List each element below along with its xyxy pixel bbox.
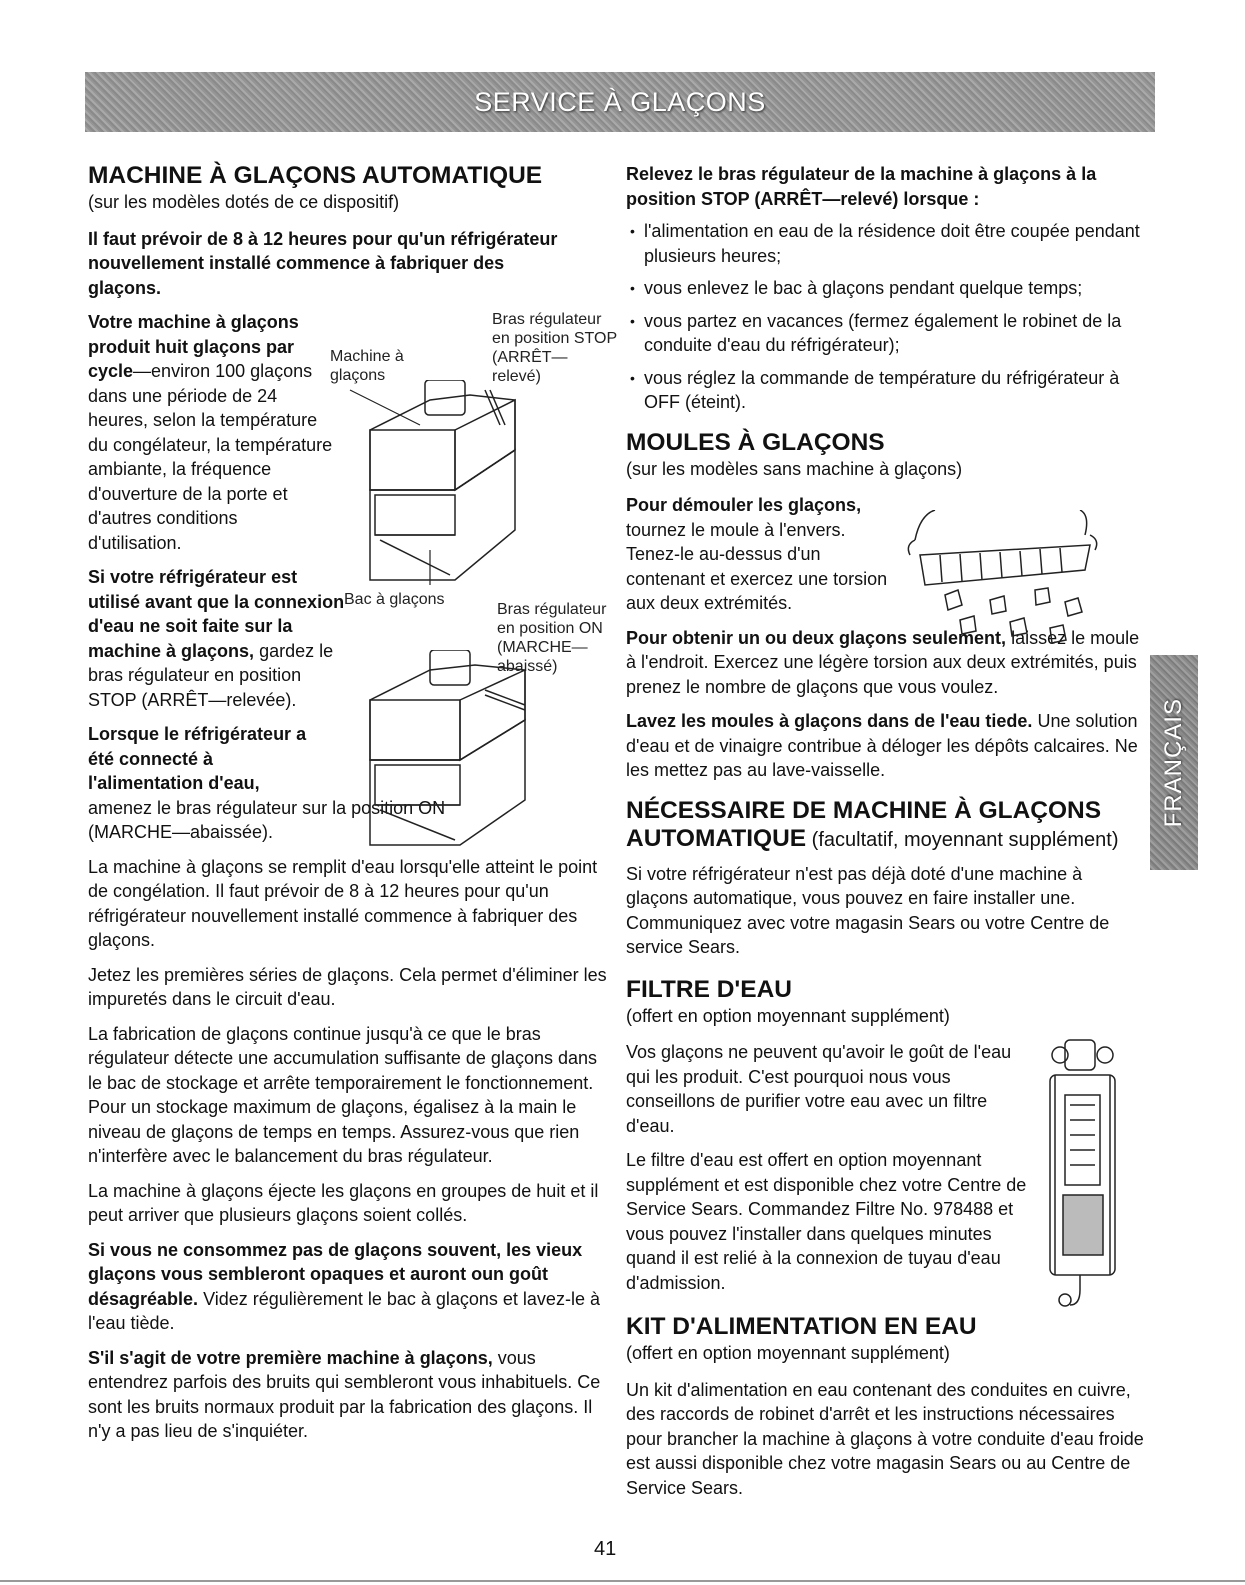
page-number: 41: [594, 1538, 617, 1560]
ice-trays-subtitle: (sur les modèles sans machine à glaçons): [626, 458, 963, 479]
water-filter-paragraph-2: Le filtre d'eau est offert en option moyennant supplément et est disponible chez votre Centre de Service Sears. Commandez Filtre No. 978488 et vous pouvez l'installer dans quelques minutes quand il est relié à la connexion de tuyau d'eau d'admission.: [626, 1150, 1027, 1293]
water-filter-illustration: [1035, 1035, 1130, 1315]
kit-paragraph: Si votre réfrigérateur n'est pas déjà doté d'une machine à glaçons automatique, vous pouvez en faire installer une. Communiquez avec votre magasin Sears ou votre Centre de service Sears.: [626, 863, 1110, 957]
water-filter-heading: FILTRE D'EAU: [626, 975, 792, 1003]
first-ice-maker-paragraph: S'il s'agit de votre première machine à glaçons, vous entendrez parfois des bruits qui sembleront vous inhabituels. Ce sont les bruits normaux produit par la fabrication des glaçons. Il n'y a pas lieu de s'inquiéter.: [88, 1347, 601, 1441]
ice-tray-illustration: [900, 510, 1100, 655]
raise-arm-intro: Relevez le bras régulateur de la machine à glaçons à la position STOP (ARRÊT—relevé) lorsque :: [626, 164, 1097, 209]
old-ice-paragraph: Si vous ne consommez pas de glaçons souvent, les vieux glaçons vous sembleront opaques et auront oun goût désagréable. Videz régulièrement le bac à glaçons et lavez-le à l'eau tiède.: [88, 1239, 600, 1333]
ice-trays-heading: MOULES À GLAÇONS: [626, 428, 885, 456]
section-banner: [85, 72, 1155, 132]
list-item: • l'alimentation en eau de la résidence doit être coupée pendant plusieurs heures;: [644, 219, 1146, 268]
kit-heading: NÉCESSAIRE DE MACHINE À GLAÇONS AUTOMATIQUE (facultatif, moyennant supplément): [626, 796, 1119, 852]
water-supply-kit-heading: KIT D'ALIMENTATION EN EAU: [626, 1313, 977, 1340]
ice-maker-heading: MACHINE À GLAÇONS AUTOMATIQUE: [88, 162, 543, 189]
figure2-label-arm-on: Bras régulateur en position ON (MARCHE— abaissé): [497, 601, 607, 675]
ice-maker-subtitle: (sur les modèles dotés de ce dispositif): [88, 192, 400, 212]
eject-paragraph: La machine à glaçons éjecte les glaçons en groupes de huit et il peut arriver que plusieurs glaçons soient collés.: [88, 1180, 599, 1225]
ice-maker-intro: Il faut prévoir de 8 à 12 heures pour qu'un réfrigérateur nouvellement installé commence à fabriquer des glaçons.: [88, 228, 558, 298]
wash-trays-paragraph: Lavez les moules à glaçons dans de l'eau tiede. Une solution d'eau et de vinaigre contribue à déloger les dépôts calcaires. Ne les mettez pas au lave-vaisselle.: [626, 711, 1138, 780]
discard-paragraph: Jetez les premières séries de glaçons. Cela permet d'éliminer les impuretés dans le circuit d'eau.: [88, 964, 607, 1009]
unmold-paragraph: Pour démouler les glaçons, tournez le moule à l'envers. Tenez-le au-dessus d'un contenant et exercez une torsion aux deux extrémités.: [626, 495, 888, 613]
raise-arm-list: [626, 219, 1146, 415]
figure1-label-bin: Bac à glaçons: [344, 591, 445, 608]
one-two-cubes-paragraph: Pour obtenir un ou deux glaçons seulement, laissez le moule à l'endroit. Exercez une légère torsion aux deux extrémités, puis prenez le nombre de glaçons que vous voulez.: [626, 627, 1140, 697]
water-supply-kit-subtitle: (offert en option moyennant supplément): [626, 1343, 950, 1363]
water-filter-paragraph-1: Vos glaçons ne peuvent qu'avoir le goût de l'eau qui les produit. C'est pourquoi nous vous conseillons de purifier votre eau avec un filtre d'eau.: [626, 1042, 1012, 1136]
figure1-label-machine: Machine à glaçons: [330, 348, 404, 384]
ice-maker-stop-illustration: [340, 380, 540, 590]
water-supply-kit-paragraph: Un kit d'alimentation en eau contenant des conduites en cuivre, des raccords de robinet d'arrêt et les instructions nécessaires pour brancher la machine à glaçons à votre conduite d'eau froide est aussi disponible chez votre magasin Sears ou au Centre de Service Sears.: [626, 1379, 1144, 1498]
fill-paragraph: La machine à glaçons se remplit d'eau lorsqu'elle atteint le point de congélation. Il faut prévoir de 8 à 12 heures pour qu'un réfrigérateur nouvellement installé commence à fabriquer des glaçons.: [88, 856, 598, 950]
after-connection-paragraph: Lorsque le réfrigérateur a été connecté à l'alimentation d'eau, amenez le bras régulateur sur la position ON (MARCHE—abaissée).: [88, 724, 446, 842]
list-item: • vous partez en vacances (fermez également le robinet de la conduite d'eau du réfrigérateur);: [644, 309, 1146, 358]
list-item: • vous enlevez le bac à glaçons pendant quelque temps;: [644, 276, 1146, 301]
list-item: • vous réglez la commande de température du réfrigérateur à OFF (éteint).: [644, 366, 1146, 415]
before-connection-paragraph: Si votre réfrigérateur est utilisé avant que la connexion d'eau ne soit faite sur la machine à glaçons, gardez le bras régulateur en position STOP (ARRÊT—relevée).: [88, 567, 345, 710]
language-tab-label: FRANÇAIS: [1160, 697, 1187, 828]
water-filter-subtitle: (offert en option moyennant supplément): [626, 1005, 950, 1026]
production-continues-paragraph: La fabrication de glaçons continue jusqu'à ce que le bras régulateur détecte une accumulation suffisante de glaçons dans le bac de stockage et arrête temporairement le fonctionnement. Pour un stockage maximum de glaçons, égalisez à la main le niveau de glaçons de temps en temps. Assurez-vous que rien n'interfère avec le balancement du bras régulateur.: [88, 1023, 598, 1166]
production-paragraph: Votre machine à glaçons produit huit glaçons par cycle—environ 100 glaçons dans une période de 24 heures, selon la température du congélateur, la température ambiante, la fréquence d'ouverture de la porte et d'autres conditions d'utilisation.: [88, 312, 333, 553]
language-tab: [1150, 655, 1198, 870]
bottom-rule: [0, 1580, 1245, 1582]
banner-title: SERVICE À GLAÇONS: [474, 86, 766, 117]
ice-maker-on-illustration: [355, 650, 545, 850]
figure1-label-arm-stop: Bras régulateur en position STOP (ARRÊT— relevé): [492, 311, 617, 385]
